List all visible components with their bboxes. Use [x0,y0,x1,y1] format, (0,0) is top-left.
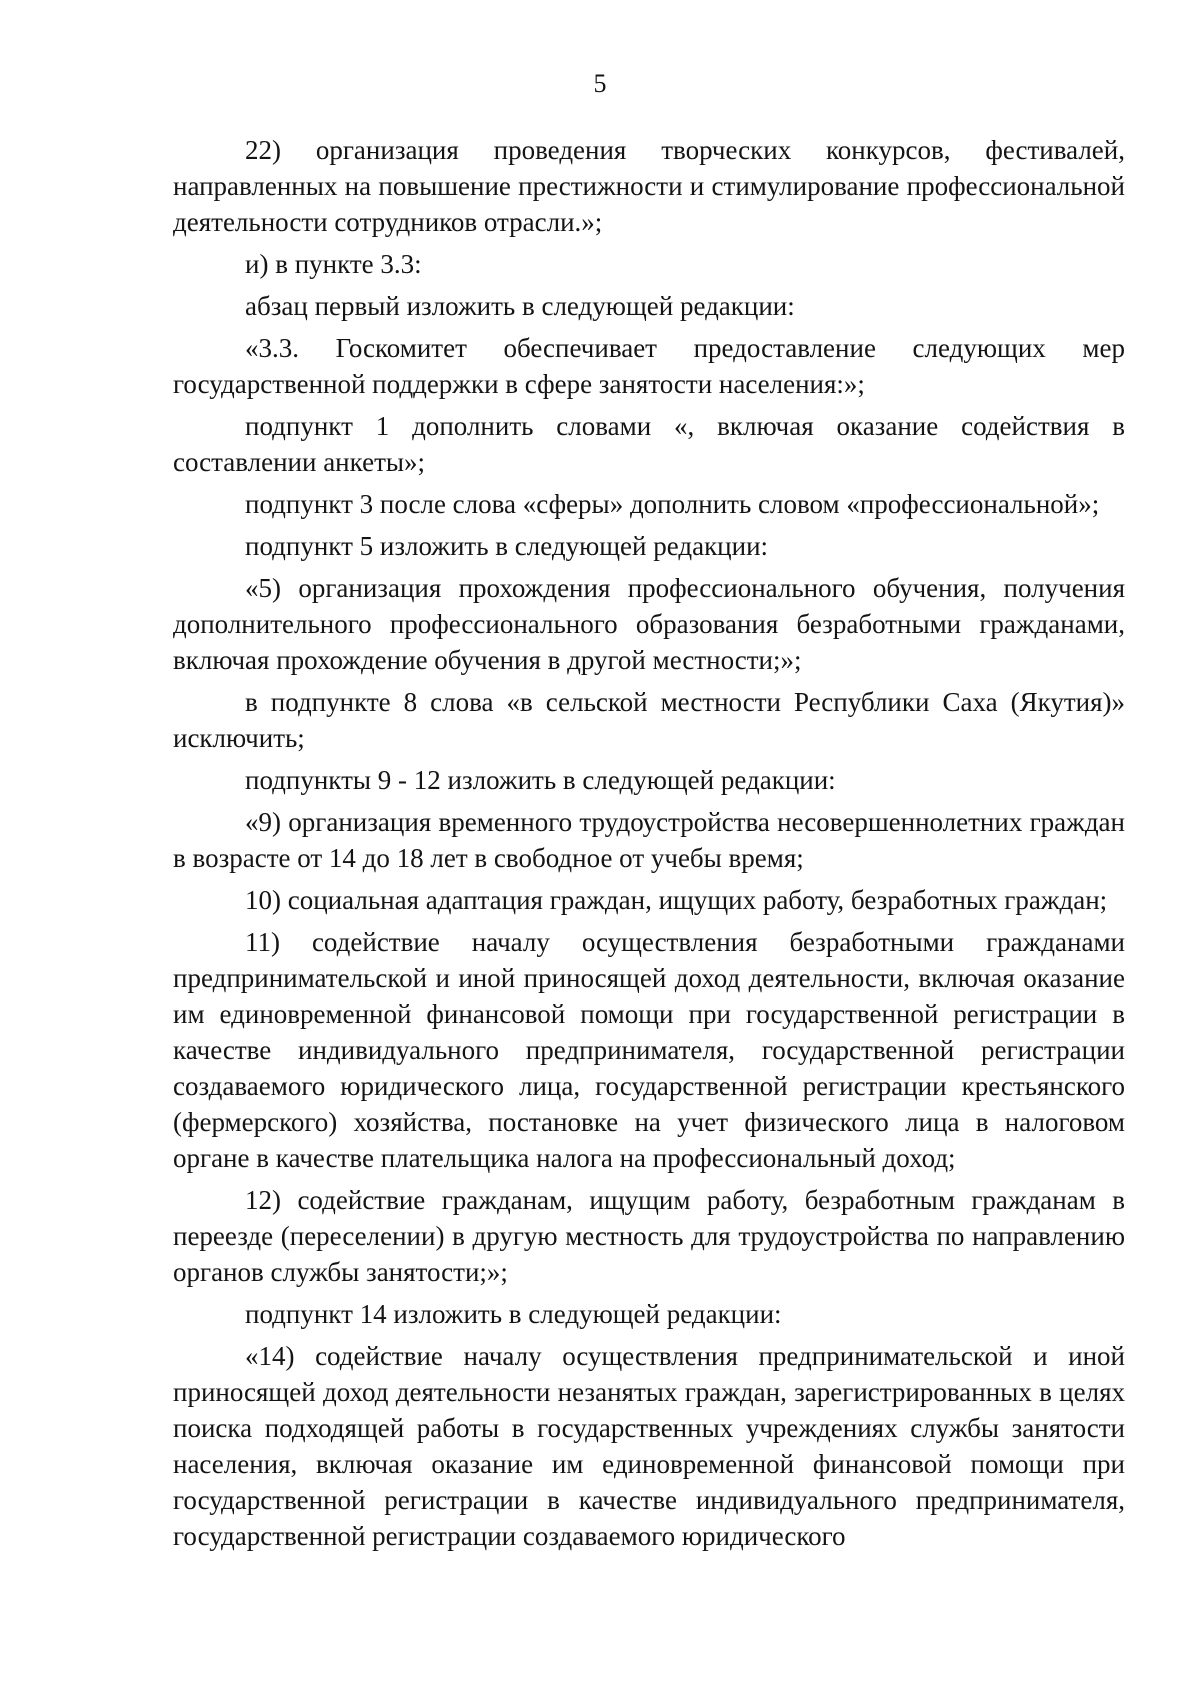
paragraph-subpoint-1: подпункт 1 дополнить словами «, включая оказание содействия в составлении анкеты»; [173,411,1125,477]
paragraph-subpoint-14-intro: подпункт 14 изложить в следующей редакции: [245,1299,782,1329]
paragraph-first-abzac: абзац первый изложить в следующей редакции: [245,291,795,321]
paragraph-subpoint-14-text: «14) содействие началу осуществления предпринимательской и иной приносящей доход деятельности незанятых граждан, зарегистрированных в целях поиска подходящей работы в государственных учреждениях службы занятости населения, включая оказание им единовременной финансовой помощи при государственной регистрации в качестве индивидуального предпринимателя, государственной регистрации создаваемого юридического [173,1341,1125,1551]
paragraph-subpoint-12: 12) содействие гражданам, ищущим работу, безработным гражданам в переезде (переселении) в другую местность для трудоустройства по направлению органов службы занятости;»; [173,1185,1125,1287]
page-number: 5 [593,69,607,98]
paragraph-subpoint-5-text: «5) организация прохождения профессионального обучения, получения дополнительного профессионального образования безработными гражданами, включая прохождение обучения в другой местности;»; [173,573,1125,675]
document-body [173,132,1125,1554]
paragraph-subpoint-5-intro: подпункт 5 изложить в следующей редакции: [245,531,769,561]
paragraph-subpoint-3: подпункт 3 после слова «сферы» дополнить словом «профессиональной»; [245,489,1100,519]
paragraph-subpoint-8: в подпункте 8 слова «в сельской местности Республики Саха (Якутия)» исключить; [173,687,1125,753]
paragraph-point-3-3: и) в пункте 3.3: [245,249,422,279]
paragraph-item-22: 22) организация проведения творческих конкурсов, фестивалей, направленных на повышение престижности и стимулирование профессиональной деятельности сотрудников отрасли.»; [173,135,1125,237]
paragraph-subpoint-9: «9) организация временного трудоустройства несовершеннолетних граждан в возрасте от 14 до 18 лет в свободное от учебы время; [173,807,1125,873]
paragraph-3-3-text: «3.3. Госкомитет обеспечивает предоставление следующих мер государственной поддержки в сфере занятости населения:»; [173,333,1125,399]
paragraph-subpoints-9-12-intro: подпункты 9 - 12 изложить в следующей редакции: [245,765,836,795]
paragraph-subpoint-10: 10) социальная адаптация граждан, ищущих работу, безработных граждан; [245,885,1108,915]
paragraph-subpoint-11: 11) содействие началу осуществления безработными гражданами предпринимательской и иной приносящей доход деятельности, включая оказание им единовременной финансовой помощи при государственной регистрации в качестве индивидуального предпринимателя, государственной регистрации создаваемого юридического лица, государственной регистрации крестьянского (фермерского) хозяйства, постановке на учет физического лица в налоговом органе в качестве плательщика налога на профессиональный доход; [173,927,1125,1173]
